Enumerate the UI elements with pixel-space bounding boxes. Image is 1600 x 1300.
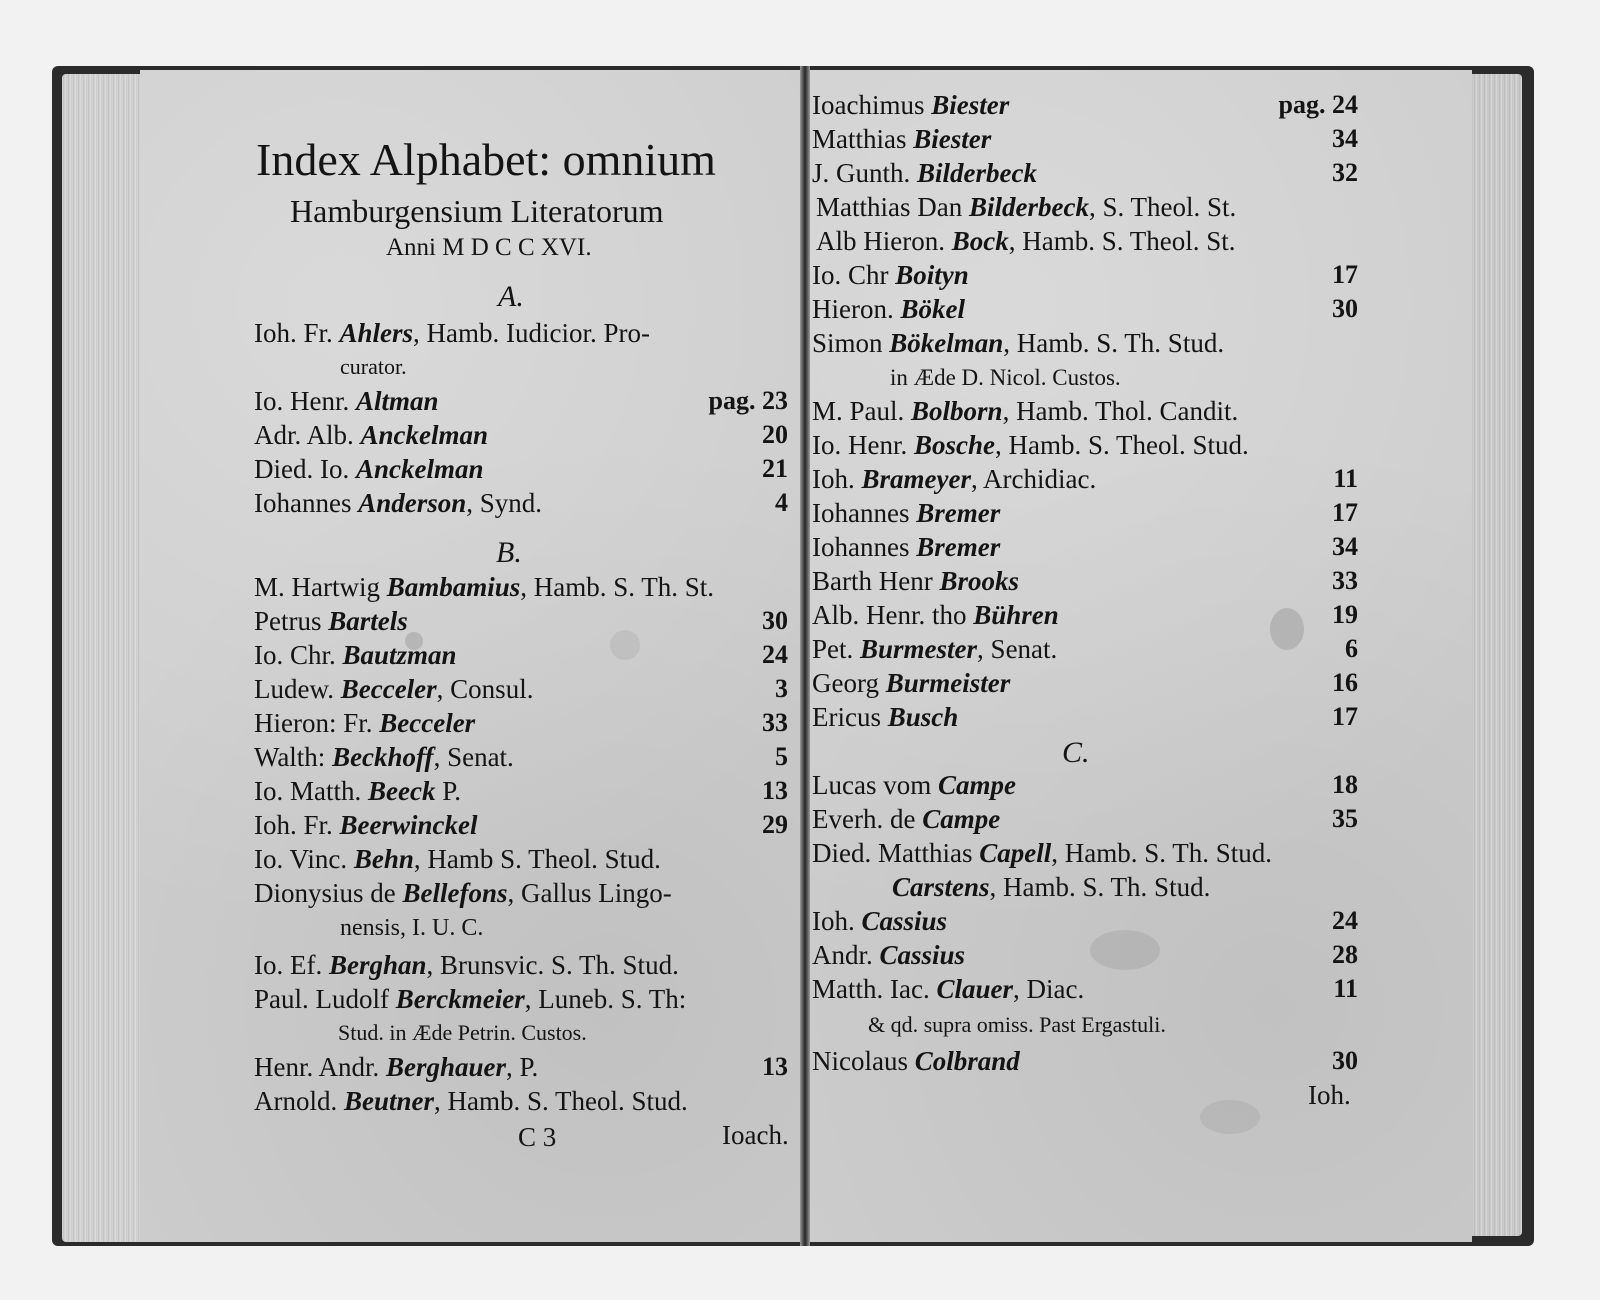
- entry-page-number: 28: [1332, 940, 1358, 969]
- entry-page-number: 6: [1345, 634, 1358, 663]
- index-year: Anni M D C C XVI.: [386, 234, 592, 261]
- entry-surname: Berghan: [328, 950, 427, 980]
- entry-prefix: Walth:: [254, 742, 333, 772]
- book-gutter: [800, 66, 810, 1246]
- entry-suffix: , Luneb. S. Th:: [524, 984, 687, 1014]
- entry-page-number: 16: [1332, 668, 1358, 697]
- entry-prefix: Matthias Dan: [816, 192, 969, 222]
- entry-prefix: Matthias: [812, 124, 914, 154]
- index-entry: [254, 812, 478, 839]
- entry-prefix: Hieron: Fr.: [254, 708, 380, 738]
- entry-prefix: Andr.: [812, 940, 880, 970]
- entry-surname: Busch: [887, 702, 959, 732]
- index-entry: [812, 704, 958, 731]
- entry-prefix: Io. Chr: [812, 260, 896, 290]
- entry-surname: Brameyer: [861, 464, 971, 494]
- entry-page-number: 24: [762, 640, 788, 669]
- index-entry: [254, 320, 650, 347]
- index-entry: [812, 432, 1249, 459]
- entry-surname: Bartels: [328, 606, 408, 636]
- entry-page-number: 33: [1332, 566, 1358, 595]
- entry-prefix: Petrus: [254, 606, 329, 636]
- entry-surname: Campe: [922, 804, 1001, 834]
- entry-surname: Capell: [979, 838, 1052, 868]
- index-entry: [812, 296, 965, 323]
- entry-page-number: 30: [1332, 294, 1358, 323]
- entry-suffix: , Archidiac.: [970, 464, 1097, 494]
- entry-surname: Clauer: [936, 974, 1013, 1004]
- entry-page-number: 18: [1332, 770, 1358, 799]
- index-title: Index Alphabet: omnium: [256, 134, 716, 185]
- entry-surname: Bremer: [916, 532, 1001, 562]
- entry-page-number: 4: [775, 488, 788, 517]
- catchword: Ioach.: [722, 1120, 789, 1150]
- entry-page-number: 5: [775, 742, 788, 771]
- entry-prefix: Died. Io.: [254, 454, 356, 484]
- entry-surname: Bökelman: [889, 328, 1004, 358]
- index-entry: [812, 670, 1010, 697]
- entry-page-number: 34: [1332, 124, 1358, 153]
- index-entry: [254, 986, 686, 1013]
- entry-page-number: 13: [762, 776, 788, 805]
- index-entry: [812, 636, 1057, 663]
- entry-page-number: 33: [762, 708, 788, 737]
- entry-surname: Bambamius: [386, 572, 521, 602]
- index-entry: [812, 840, 1272, 867]
- index-entry: [254, 744, 514, 771]
- entry-page-number: 30: [1332, 1046, 1358, 1075]
- entry-surname: Bühren: [973, 600, 1059, 630]
- entry-prefix: Paul. Ludolf: [254, 984, 396, 1014]
- index-entry: [812, 160, 1037, 187]
- index-entry: [254, 1054, 538, 1081]
- entry-suffix: , P.: [506, 1052, 539, 1082]
- entry-prefix: Hieron.: [812, 294, 901, 324]
- entry-prefix: nensis, I. U. C.: [340, 915, 484, 941]
- entry-page-number: 24: [1332, 906, 1358, 935]
- entry-prefix: Adr. Alb.: [254, 420, 361, 450]
- entry-surname: Bolborn: [911, 396, 1003, 426]
- entry-page-number: 19: [1332, 600, 1358, 629]
- paper-stain: [1200, 1100, 1260, 1134]
- entry-page-number: 17: [1332, 702, 1358, 731]
- index-entry: [254, 1088, 688, 1115]
- entry-prefix: Io. Ef.: [254, 950, 329, 980]
- section-letter-c: C.: [1062, 736, 1090, 769]
- entry-prefix: Died. Matthias: [812, 838, 980, 868]
- index-entry: [890, 366, 1121, 389]
- index-entry: [812, 772, 1016, 799]
- entry-surname: Berghauer: [386, 1052, 507, 1082]
- entry-suffix: , Hamb S. Theol. Stud.: [413, 844, 661, 874]
- entry-page-number: 30: [762, 606, 788, 635]
- entry-surname: Berckmeier: [395, 984, 525, 1014]
- entry-suffix: , Hamb. Thol. Candit.: [1002, 396, 1239, 426]
- entry-suffix: , S. Theol. St.: [1088, 192, 1237, 222]
- entry-page-number: pag. 23: [708, 386, 788, 415]
- entry-suffix: , Gallus Lingo-: [507, 878, 672, 908]
- entry-page-number: 11: [1333, 464, 1358, 493]
- index-entry: [868, 1014, 1166, 1036]
- index-entry: [812, 398, 1238, 425]
- entry-surname: Biester: [913, 124, 992, 154]
- entry-prefix: Barth Henr: [812, 566, 940, 596]
- entry-page-number: 11: [1333, 974, 1358, 1003]
- entry-page-number: 35: [1332, 804, 1358, 833]
- entry-surname: Bökel: [900, 294, 965, 324]
- entry-surname: Bock: [951, 226, 1009, 256]
- index-entry: [254, 388, 439, 415]
- entry-suffix: , Diac.: [1012, 974, 1085, 1004]
- entry-surname: Campe: [937, 770, 1016, 800]
- entry-suffix: , Hamb. S. Theol. St.: [1008, 226, 1236, 256]
- entry-surname: Colbrand: [914, 1046, 1020, 1076]
- entry-surname: Bosche: [913, 430, 995, 460]
- entry-prefix: Simon: [812, 328, 890, 358]
- entry-suffix: , Hamb. S. Th. Stud.: [1003, 328, 1225, 358]
- index-entry: [812, 500, 1000, 527]
- entry-page-number: 3: [775, 674, 788, 703]
- index-entry: [812, 942, 965, 969]
- index-entry: [812, 568, 1019, 595]
- entry-prefix: Ludew.: [254, 674, 341, 704]
- entry-surname: Beerwinckel: [339, 810, 478, 840]
- entry-prefix: Ioh.: [812, 464, 862, 494]
- paper-stain: [1270, 608, 1304, 650]
- index-entry: [254, 608, 408, 635]
- index-entry: [254, 456, 484, 483]
- signature-mark: C 3: [518, 1122, 557, 1152]
- entry-surname: Beckhoff: [332, 742, 434, 772]
- paper-stain: [610, 630, 640, 660]
- entry-page-number: 17: [1332, 498, 1358, 527]
- index-entry: [254, 642, 457, 669]
- entry-prefix: Arnold.: [254, 1086, 344, 1116]
- entry-prefix: Io. Vinc.: [254, 844, 354, 874]
- index-entry: [812, 908, 947, 935]
- entry-suffix: , Hamb. S. Th. Stud.: [1051, 838, 1273, 868]
- index-entry: [340, 356, 407, 378]
- section-letter-b: B.: [496, 536, 522, 569]
- entry-prefix: curator.: [340, 354, 407, 379]
- entry-prefix: Henr. Andr.: [254, 1052, 386, 1082]
- entry-page-number: 21: [762, 454, 788, 483]
- entry-page-number: 20: [762, 420, 788, 449]
- index-entry: [816, 228, 1236, 255]
- index-entry: [254, 846, 661, 873]
- index-entry: [816, 194, 1236, 221]
- index-entry: [254, 880, 672, 907]
- entry-surname: Bremer: [916, 498, 1001, 528]
- index-entry: [254, 952, 679, 979]
- entry-surname: Ahlers: [339, 318, 414, 348]
- entry-suffix: , Hamb. S. Th. St.: [520, 572, 715, 602]
- index-entry: [254, 778, 461, 805]
- entry-surname: Biester: [931, 90, 1010, 120]
- entry-surname: Bellefons: [402, 878, 508, 908]
- entry-page-number: pag. 24: [1278, 90, 1358, 119]
- catchword: Ioh.: [1308, 1080, 1351, 1110]
- index-entry: [338, 1022, 587, 1044]
- entry-suffix: , Hamb. S. Theol. Stud.: [434, 1086, 688, 1116]
- index-entry: [254, 676, 533, 703]
- entry-prefix: Ericus: [812, 702, 888, 732]
- entry-surname: Cassius: [861, 906, 948, 936]
- entry-prefix: Pet.: [812, 634, 861, 664]
- entry-surname: Anckelman: [355, 454, 484, 484]
- entry-surname: Brooks: [939, 566, 1019, 596]
- index-entry: [254, 422, 488, 449]
- entry-prefix: Io. Henr.: [254, 386, 356, 416]
- entry-surname: Beeck: [368, 776, 436, 806]
- index-entry: [812, 262, 969, 289]
- entry-surname: Anderson: [358, 488, 467, 518]
- entry-suffix: , Senat.: [977, 634, 1058, 664]
- entry-prefix: J. Gunth.: [812, 158, 918, 188]
- index-subtitle: Hamburgensium Literatorum: [290, 193, 664, 229]
- entry-page-number: 29: [762, 810, 788, 839]
- entry-page-number: 13: [762, 1052, 788, 1081]
- entry-surname: Anckelman: [360, 420, 489, 450]
- section-letter-a: A.: [498, 280, 524, 313]
- entry-prefix: Ioachimus: [812, 90, 932, 120]
- entry-suffix: , Synd.: [466, 488, 543, 518]
- index-entry: [812, 466, 1096, 493]
- entry-surname: Becceler: [379, 708, 476, 738]
- entry-surname: Beutner: [344, 1086, 435, 1116]
- entry-prefix: M. Hartwig: [254, 572, 387, 602]
- entry-prefix: Matth. Iac.: [812, 974, 937, 1004]
- entry-prefix: Ioh. Fr.: [254, 810, 340, 840]
- entry-surname: Bilderbeck: [917, 158, 1037, 188]
- entry-surname: Boityn: [895, 260, 969, 290]
- index-entry: [812, 976, 1084, 1003]
- index-entry: [812, 602, 1059, 629]
- entry-prefix: Io. Henr.: [812, 430, 914, 460]
- entry-prefix: Io. Matth.: [254, 776, 368, 806]
- entry-suffix: , Hamb. S. Theol. Stud.: [994, 430, 1249, 460]
- index-entry: [254, 710, 475, 737]
- entry-prefix: Iohannes: [812, 498, 917, 528]
- entry-suffix: , Senat.: [433, 742, 514, 772]
- entry-prefix: Dionysius de: [254, 878, 403, 908]
- entry-surname: Carstens: [892, 872, 990, 902]
- index-entry: [812, 330, 1224, 357]
- entry-prefix: Stud. in Æde Petrin. Custos.: [338, 1020, 587, 1045]
- entry-page-number: 17: [1332, 260, 1358, 289]
- entry-surname: Cassius: [879, 940, 966, 970]
- entry-page-number: 32: [1332, 158, 1358, 187]
- index-entry: [254, 574, 714, 601]
- index-entry: [892, 874, 1210, 901]
- entry-surname: Bautzman: [342, 640, 457, 670]
- entry-suffix: , Brunsvic. S. Th. Stud.: [426, 950, 679, 980]
- entry-surname: Burmester: [860, 634, 978, 664]
- index-entry: [812, 92, 1009, 119]
- entry-prefix: Lucas vom: [812, 770, 938, 800]
- entry-prefix: Georg: [812, 668, 886, 698]
- entry-prefix: in Æde D. Nicol. Custos.: [890, 365, 1121, 390]
- entry-prefix: Alb Hieron.: [816, 226, 952, 256]
- entry-prefix: & qd. supra omiss. Past Ergastuli.: [868, 1012, 1166, 1037]
- entry-surname: Altman: [355, 386, 439, 416]
- page-edges-right: [1468, 74, 1522, 1236]
- entry-surname: Burmeister: [885, 668, 1011, 698]
- entry-suffix: , Hamb. Iudicior. Pro-: [413, 318, 651, 348]
- index-entry: [254, 490, 542, 517]
- entry-prefix: Ioh.: [812, 906, 862, 936]
- entry-prefix: Alb. Henr. tho: [812, 600, 974, 630]
- index-entry: [812, 806, 1000, 833]
- index-entry: [812, 126, 991, 153]
- entry-suffix: P.: [435, 776, 461, 806]
- entry-prefix: Ioh. Fr.: [254, 318, 340, 348]
- entry-surname: Becceler: [340, 674, 437, 704]
- entry-prefix: Iohannes: [812, 532, 917, 562]
- entry-page-number: 34: [1332, 532, 1358, 561]
- entry-prefix: Everh. de: [812, 804, 923, 834]
- entry-surname: Behn: [353, 844, 414, 874]
- entry-surname: Bilderbeck: [968, 192, 1089, 222]
- paper-stain: [1090, 930, 1160, 970]
- entry-suffix: , Hamb. S. Th. Stud.: [989, 872, 1211, 902]
- index-entry: [812, 534, 1000, 561]
- index-entry: [340, 916, 483, 940]
- entry-prefix: Nicolaus: [812, 1046, 915, 1076]
- index-entry: [812, 1048, 1020, 1075]
- entry-prefix: Iohannes: [254, 488, 359, 518]
- entry-prefix: Io. Chr.: [254, 640, 343, 670]
- entry-prefix: M. Paul.: [812, 396, 912, 426]
- entry-suffix: , Consul.: [436, 674, 534, 704]
